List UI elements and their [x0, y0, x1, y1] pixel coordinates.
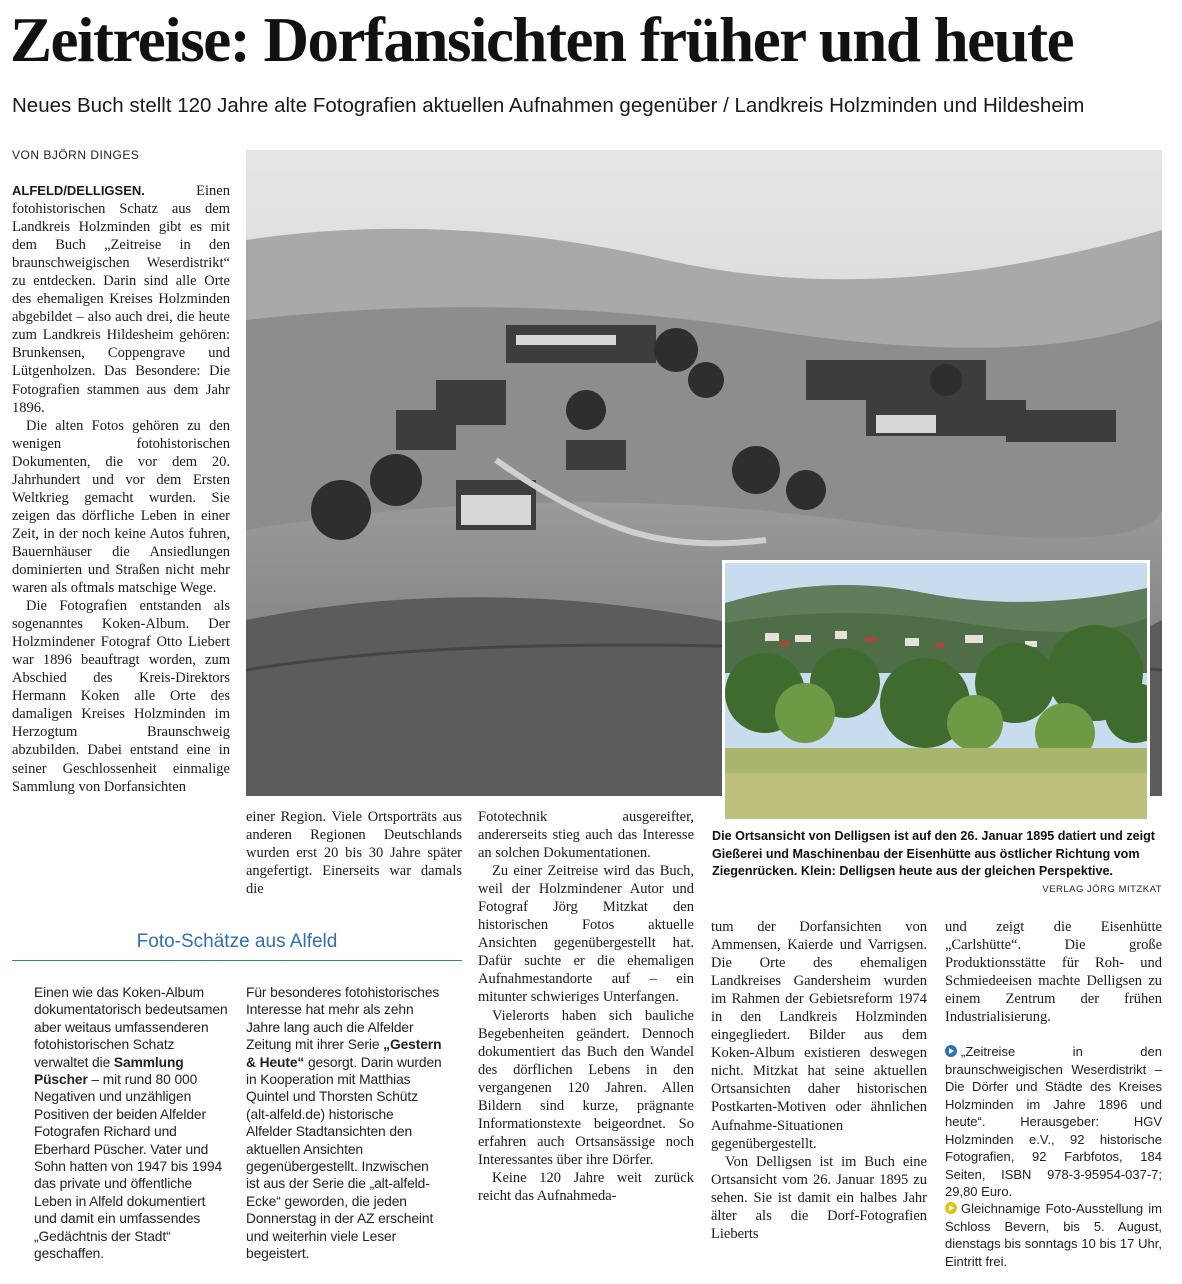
- article-column-1: [12, 182, 230, 796]
- headline: Zeitreise: Dorfansichten früher und heute: [10, 5, 1074, 75]
- photo-caption: Die Ortsansicht von Delligsen ist auf den 26. Januar 1895 datiert und zeigt Gießerei und Maschinenbau der Eisenhütte aus östlicher Richtung vom Ziegenrücken. Klein: Delligsen heute aus der gleichen Perspektive.: [712, 829, 1156, 879]
- sidebar-column-1: [34, 984, 230, 1263]
- arrow-right-icon: [945, 1202, 957, 1214]
- sidebar-text: Einen wie das Koken-Album dokumentatorisch bedeutsamen aber weitaus umfassenderen fotohistorischen Schatz verwaltet die: [34, 985, 228, 1070]
- dateline: ALFELD/DELLIGSEN.: [12, 183, 145, 198]
- paragraph: Keine 120 Jahre weit zurück reicht das Aufnahmeda-: [478, 1169, 694, 1204]
- sidebar-bold: Sammlung Püscher: [34, 1054, 184, 1088]
- paragraph: Fototechnik ausgereifter, andererseits stieg auch das Interesse an solchen Dokumentationen.: [478, 809, 694, 862]
- paragraph: Die Fotografien entstanden als sogenanntes Koken-Album. Der Holzmindener Fotograf Otto Liebert war 1896 beauftragt worden, zum Abschied des Kreis-Direktors Hermann Koken alle Orte des damaligen Kreises Holzminden im Herzogtum Braunschweig abzubilden. Dabei entstand eine in seiner Geschlossenheit einmalige Sammlung von Dorfansichten: [12, 598, 230, 795]
- article-column-2: [246, 808, 462, 898]
- modern-village-image: [725, 563, 1147, 819]
- modern-inset-photo: [722, 560, 1150, 822]
- sidebar-text: gesorgt. Darin wurden in Kooperation mit Matthias Quintel und Thorsten Schütz (alt-alfeld.de) historische Alfelder Stadtansichten den aktuellen Ansichten gegenübergestellt. Inzwischen ist aus der Serie die „alt-alfeld-Ecke“ geworden, die jeden Donnerstag in der AZ erscheint und weiterhin viele Leser begeistert.: [246, 1054, 442, 1262]
- paragraph: Von Delligsen ist im Buch eine Ortsansicht vom 26. Januar 1895 zu sehen. Sie ist damit ein halbes Jahr älter als die Dorf-Fotografien Lieberts: [711, 1153, 927, 1242]
- exhibition-info-text: Gleichnamige Foto-Ausstellung im Schloss Bevern, bis 5. August, dienstags bis sonntags 10 bis 17 Uhr, Eintritt frei.: [945, 1201, 1162, 1269]
- arrow-right-icon: [945, 1045, 957, 1057]
- sidebar-bold: „Gestern & Heute“: [246, 1037, 442, 1070]
- paragraph: Zu einer Zeitreise wird das Buch, weil der Holzmindener Autor und Fotograf Jörg Mitzkat den historischen Fotos aktuelle Ansichten gegenübergestellt hat. Dafür suchte er die ehemaligen Aufnahmestandorte auf – ein mitunter schwieriges Unterfangen.: [478, 863, 694, 1006]
- paragraph: Einen fotohistorischen Schatz aus dem Landkreis Holzminden gibt es mit dem Buch „Zeitreise in den braunschweigischen Weserdistrikt“ zu entdecken. Darin sind alle Orte des ehemaligen Kreises Holzminden abgebildet – also auch drei, die heute zum Landkreis Hildesheim gehören: Brunkensen, Coppengrave und Lütgenholzen. Das Besondere: Die Fotografien stammen aus dem Jahr 1896.: [12, 183, 230, 416]
- paragraph: tum der Dorfansichten von Ammensen, Kaierde und Varrigsen. Die Orte des ehemaligen Landkreises Gandersheim wurden im Rahmen der Gebietsreform 1974 in den Landkreis Holzminden eingegliedert. Bilder aus dem Koken-Album existieren deswegen nicht. Mitzkat hat seine aktuellen Ortsansichten daher historischen Postkarten-Motiven oder ähnlichen Aufnahme-Situationen gegenübergestellt.: [711, 919, 927, 1152]
- byline: VON BJÖRN DINGES: [12, 148, 140, 162]
- book-info-text: „Zeitreise in den braunschweigischen Weserdistrikt – Die Dörfer und Städte des Kreises Holzminden im Jahre 1896 und heute“. Herausgeber: HGV Holzminden e.V., 92 historische Fotografien, 92 Farbfotos, 184 Seiten, ISBN 978-3-95954-037-7; 29,80 Euro.: [945, 1044, 1162, 1199]
- sidebar-title: Foto-Schätze aus Alfeld: [12, 928, 462, 961]
- article-column-5: [945, 918, 1162, 1026]
- photo-credit: VERLAG JÖRG MITZKAT: [1042, 884, 1162, 895]
- sidebar-text: – mit rund 80 000 Negativen und unzähligen Positiven der beiden Alfelder Fotografen Richard und Eberhard Püscher. Vater und Sohn hatten von 1947 bis 1994 das private und öffentliche Leben in Alfeld dokumentiert und damit ein umfassendes „Gedächtnis der Stadt“ geschaffen.: [34, 1072, 223, 1262]
- exhibition-info: [945, 1200, 1162, 1270]
- article-column-3: [478, 808, 694, 1205]
- sidebar-column-2: [246, 984, 442, 1263]
- paragraph: und zeigt die Eisenhütte „Carlshütte“. Die große Produktionsstätte für Roh- und Schmiedeeisen machte Delligsen zu einem Zentrum der frühen Industrialisierung.: [945, 919, 1162, 1026]
- paragraph: Vielerorts haben sich bauliche Begebenheiten geändert. Dennoch dokumentiert das Buch den Wandel des dörflichen Lebens in den vergangenen 120 Jahren. Allen Bildern sind kurze, prägnante Informationstexte beigeordnet. So erfahren auch Ortsansässige noch Interessantes über ihre Dörfer.: [478, 1007, 694, 1168]
- paragraph: einer Region. Viele Ortsporträts aus anderen Regionen Deutschlands wurden erst 20 bis 30 Jahre später angefertigt. Einerseits war damals die: [246, 809, 462, 898]
- paragraph: Die alten Fotos gehören zu den wenigen fotohistorischen Dokumenten, die vor dem 20. Jahrhundert und vor dem Ersten Weltkrieg gemacht wurden. Sie zeigen das dörfliche Leben in einer Zeit, in der noch keine Autos fuhren, Bauernhäuser die Ansiedlungen dominierten und Straßen nicht mehr waren als oftmals matschige Wege.: [12, 417, 230, 597]
- book-info: [945, 1043, 1162, 1201]
- article-column-4: [711, 918, 927, 1243]
- sidebar-text: Für besonderes fotohistorisches Interesse hat mehr als zehn Jahre lang auch die Alfelder Zeitung mit ihrer Serie: [246, 985, 440, 1053]
- subheadline: Neues Buch stellt 120 Jahre alte Fotografien aktuellen Aufnahmen gegenüber / Landkreis Holzminden und Hildesheim: [12, 94, 1085, 117]
